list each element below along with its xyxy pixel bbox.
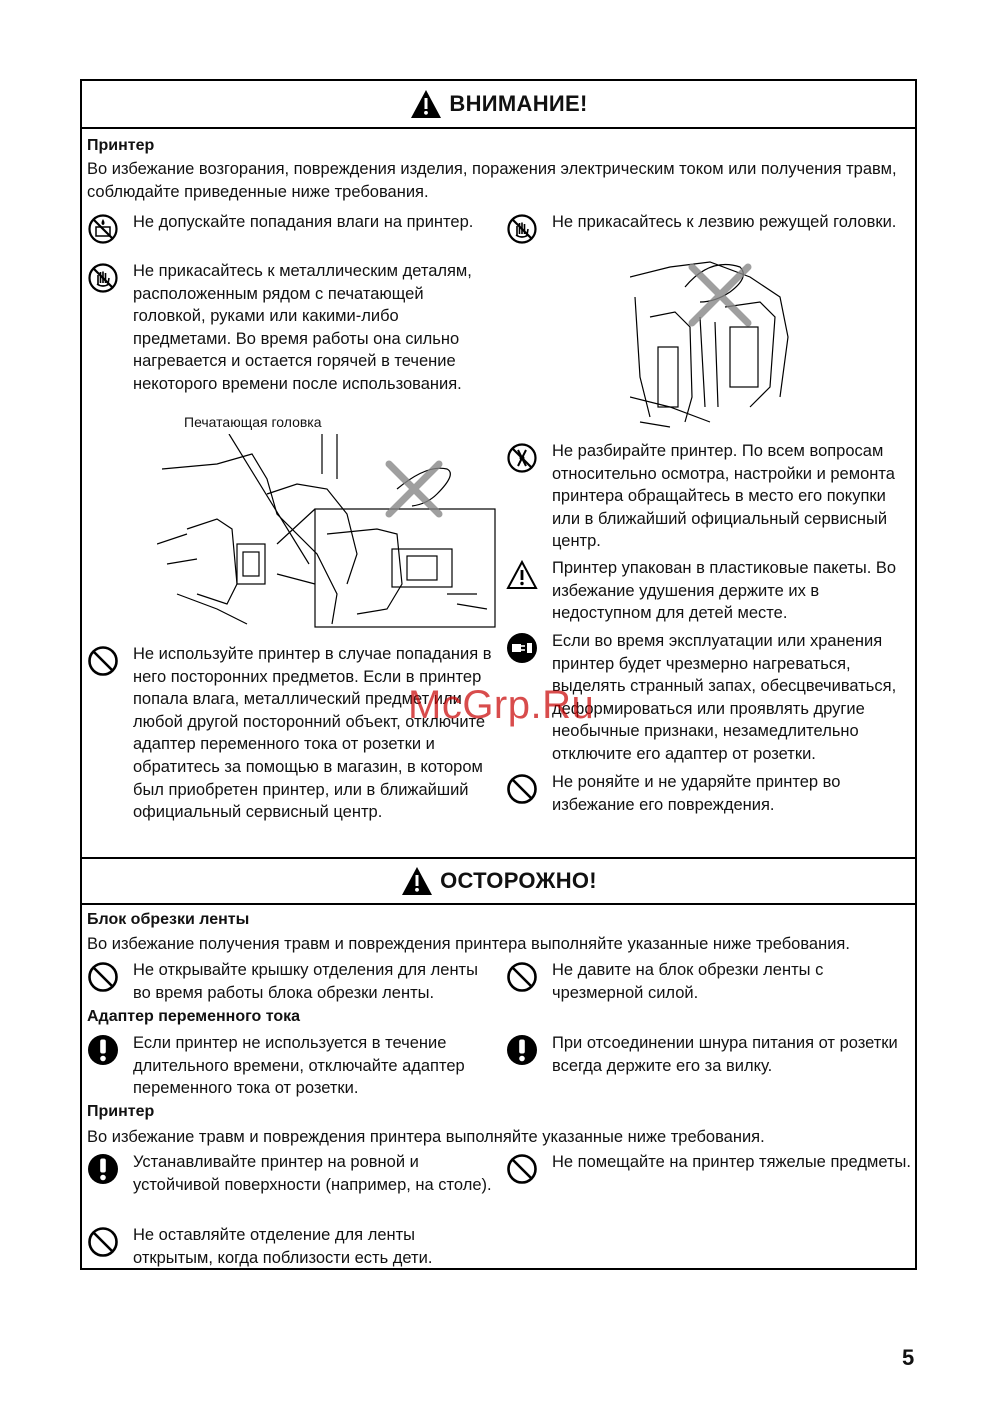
no-touch-icon xyxy=(506,213,538,245)
printer2-heading: Принтер xyxy=(87,1103,155,1120)
warn-plastic-bags: Принтер упакован в пластиковые пакеты. Во избежание удушения держите их в недоступном для детей месте. xyxy=(506,557,916,625)
caution-banner xyxy=(82,857,915,905)
caution-triangle-icon xyxy=(506,559,538,591)
printer2-intro: Во избежание травм и повреждения принтера выполняйте указанные ниже требования. xyxy=(87,1128,765,1146)
warn-no-moisture: Не допускайте попадания влаги на принтер. xyxy=(87,211,499,245)
caution-no-heavy: Не помещайте на принтер тяжелые предметы. xyxy=(506,1151,916,1185)
warn-no-disassemble: Не разбирайте принтер. По всем вопросам относительно осмотра, настройки и ремонта принтера обращайтесь в место его покупки или в ближайший официальный сервисный центр. xyxy=(506,440,916,553)
mandatory-icon xyxy=(87,1034,119,1066)
warning-banner xyxy=(82,81,915,129)
cutter-illustration xyxy=(630,257,790,429)
warning-triangle-icon xyxy=(409,89,443,119)
caution-no-open-cover: Не открывайте крышку отделения для ленты во время работы блока обрезки ленты. xyxy=(87,959,499,1004)
caution-flat-surface: Устанавливайте принтер на ровной и устойчивой поверхности (например, на столе). xyxy=(87,1151,499,1196)
no-disassemble-icon xyxy=(506,442,538,474)
warn-overheat: Если во время эксплуатации или хранения принтер будет чрезмерно нагреваться, выделять странный запах, обесцвечиваться, деформироваться или проявлять другие необычные признаки, незамедлительно отключите его адаптер от розетки. xyxy=(506,630,916,766)
safety-frame xyxy=(80,79,917,1270)
printer-heading: Принтер xyxy=(87,137,155,154)
no-water-icon xyxy=(87,213,119,245)
prohibition-icon xyxy=(506,1153,538,1185)
cutter-heading: Блок обрезки ленты xyxy=(87,911,250,928)
mandatory-icon xyxy=(506,1034,538,1066)
print-head-caption: Печатающая головка xyxy=(184,414,322,430)
printer-intro: Во избежание возгорания, повреждения изделия, поражения электрическим током или получения травм, соблюдайте приведенные ниже требования. xyxy=(87,160,897,201)
warn-no-drop: Не роняйте и не ударяйте принтер во избежание его повреждения. xyxy=(506,771,916,816)
warn-no-touch-metal: Не прикасайтесь к металлическим деталям, расположенным рядом с печатающей головкой, руками или какими-либо предметами. Во время работы она сильно нагревается и остается горячей в течение некоторого времени после использования. xyxy=(87,260,497,396)
cutter-intro: Во избежание получения травм и повреждения принтера выполняйте указанные ниже требования. xyxy=(87,935,850,953)
caution-hold-plug: При отсоединении шнура питания от розетки всегда держите его за вилку. xyxy=(506,1032,916,1077)
print-head-illustration xyxy=(157,434,497,630)
no-touch-icon xyxy=(87,262,119,294)
warning-title: ВНИМАНИЕ! xyxy=(449,91,588,116)
watermark: McGrp.Ru xyxy=(408,683,595,727)
prohibition-icon xyxy=(506,773,538,805)
caution-no-open-children: Не оставляйте отделение для ленты открытым, когда поблизости есть дети. xyxy=(87,1224,499,1269)
adapter-heading: Адаптер переменного тока xyxy=(87,1008,301,1025)
prohibition-icon xyxy=(87,1226,119,1258)
warn-foreign-objects: Не используйте принтер в случае попадания в него посторонних предметов. Если в принтер попала влага, металлический предмет или любой другой посторонний объект, отключите адаптер переменного тока от розетки и обратитесь за помощью в магазин, в котором был приобретен принтер, или в ближайший официальный сервисный центр. xyxy=(87,643,499,824)
caution-title: ОСТОРОЖНО! xyxy=(440,868,597,893)
prohibition-icon xyxy=(87,645,119,677)
prohibition-icon xyxy=(506,961,538,993)
caution-unplug: Если принтер не используется в течение длительного времени, отключайте адаптер переменного тока от розетки. xyxy=(87,1032,499,1100)
warn-no-touch-cutter: Не прикасайтесь к лезвию режущей головки. xyxy=(506,211,916,245)
page-number: 5 xyxy=(902,1345,915,1370)
warning-triangle-icon xyxy=(400,866,434,896)
mandatory-icon xyxy=(87,1153,119,1185)
caution-no-press: Не давите на блок обрезки ленты с чрезмерной силой. xyxy=(506,959,916,1004)
unplug-icon xyxy=(506,632,538,664)
prohibition-icon xyxy=(87,961,119,993)
